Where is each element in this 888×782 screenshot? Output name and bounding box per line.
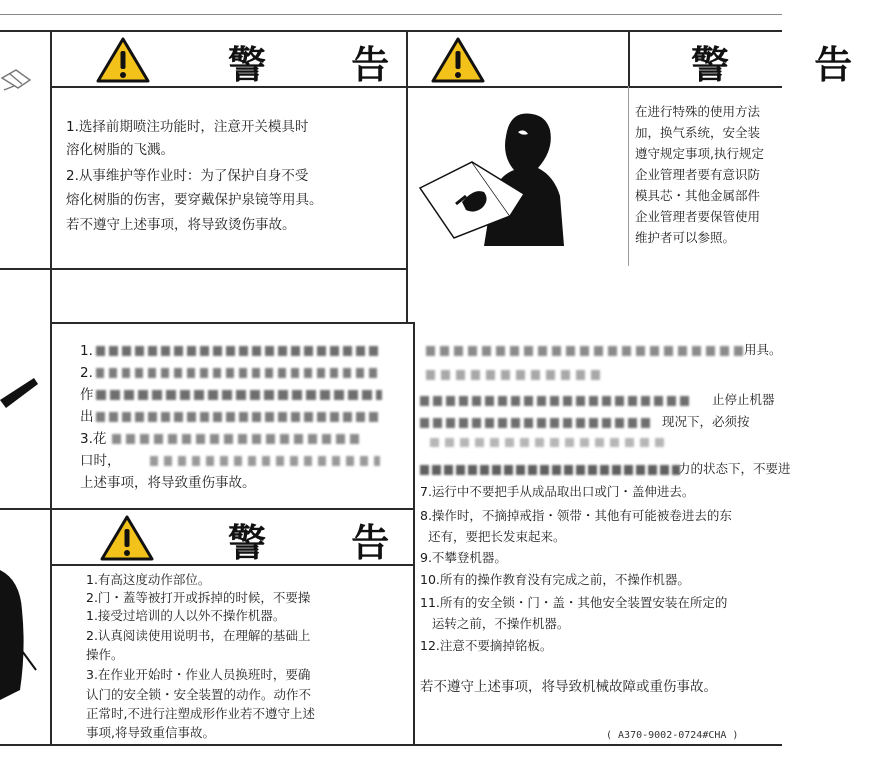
panel-title: 警 告 [691, 43, 888, 87]
panel-title: 警 告 [228, 521, 426, 565]
text-line: 力的状态下，不要进 [678, 461, 791, 476]
text-line: 出 [80, 409, 94, 425]
obscured-text [96, 368, 382, 378]
obscured-text [430, 438, 670, 447]
text-line: 认门的安全锁・安全装置的动作。动作不 [86, 687, 312, 702]
text-line: 3.花 [80, 431, 107, 447]
divider-v-left [50, 30, 52, 746]
text-line: 用具。 [744, 342, 782, 357]
warning-triangle-icon [100, 514, 154, 562]
text-line: 7.运行中不要把手从成品取出口或门・盖伸进去。 [420, 484, 695, 499]
text-line: 操作。 [86, 647, 124, 662]
text-line: 止停止机器 [712, 392, 775, 407]
text-line: 溶化树脂的飞溅。 [66, 142, 174, 158]
obscured-text [426, 370, 606, 380]
obscured-text [96, 346, 382, 356]
text-line: 遵守规定事项,执行规定 [635, 146, 764, 161]
divider-h-1 [0, 268, 406, 270]
divider-h-2 [50, 322, 414, 324]
pictogram-icon [0, 360, 48, 430]
divider-v-img-right [628, 86, 629, 266]
text-line: 2.从事维护等作业时：为了保护自身不受 [66, 168, 309, 184]
text-line: 上述事项，将导致重伤事故。 [80, 475, 256, 491]
pictogram-icon [0, 50, 48, 120]
pictogram-icon [0, 540, 48, 740]
panel-title: 警 告 [228, 43, 426, 87]
text-line: 8.操作时，不摘掉戒指・领带・其他有可能被卷进去的东 [420, 508, 732, 523]
obscured-text [96, 390, 382, 400]
frame-bottom [0, 744, 782, 746]
text-line: 3.在作业开始时・作业人员换班时，要确 [86, 667, 311, 682]
text-line: 1.选择前期喷注功能时，注意开关模具时 [66, 119, 309, 135]
frame-top-rule [0, 14, 782, 15]
text-line: 企业管理者要保管使用 [635, 209, 761, 224]
obscured-text [420, 418, 650, 428]
obscured-text [420, 465, 680, 475]
text-line: 正常时,不进行注塑成形作业若不遵守上述 [86, 706, 315, 721]
text-line: 11.所有的安全锁・门・盖・其他安全装置安装在所定的 [420, 595, 728, 610]
text-line: 10.所有的操作教育没有完成之前，不操作机器。 [420, 572, 690, 587]
obscured-text [96, 412, 382, 422]
obscured-text [150, 456, 380, 466]
text-line: 1.有高这度动作部位。 [86, 572, 211, 587]
warning-header-top-left [50, 32, 426, 87]
text-line: 模具芯・其他金属部件 [635, 188, 761, 203]
text-line: 作 [80, 387, 94, 403]
part-code: ( A370-9002-0724#CHA ) [606, 730, 739, 741]
text-line: 在进行特殊的使用方法 [635, 104, 761, 119]
text-line: 1.接受过培训的人以外不操作机器。 [86, 608, 286, 623]
text-line: 2.门・蓋等被打开或拆掉的时候，不要操 [86, 590, 311, 605]
warning-triangle-icon [431, 36, 485, 84]
text-line: 9.不攀登机器。 [420, 550, 507, 565]
text-line: 现况下，必须按 [662, 414, 750, 429]
top-right-text [630, 96, 782, 266]
text-line: 2. [80, 365, 93, 381]
text-line: 运转之前，不操作机器。 [420, 616, 570, 631]
obscured-text [112, 434, 362, 444]
text-line: 事项,将导致重信事故。 [86, 725, 215, 740]
obscured-text [426, 346, 746, 356]
text-line: 12.注意不要摘掉铭板。 [420, 638, 553, 653]
text-line: 2.认真阅读使用说明书，在理解的基础上 [86, 628, 311, 643]
text-line: 若不遵守上述事项，将导致烫伤事故。 [66, 217, 296, 233]
obscured-text [420, 396, 690, 406]
text-line: 熔化树脂的伤害，要穿戴保护泉镜等用具。 [66, 192, 323, 208]
text-line: 口时， [80, 453, 121, 469]
footer-text: 若不遵守上述事项，将导致机械故障或重伤事故。 [420, 679, 717, 695]
text-line: 维护者可以参照。 [635, 230, 736, 245]
reading-person-icon [414, 96, 626, 266]
warning-triangle-icon [96, 36, 150, 84]
text-line: 还有，要把长发束起来。 [420, 529, 566, 544]
warning-header-top-right [407, 32, 888, 87]
text-line: 加，换气系统，安全装 [635, 125, 761, 140]
warning-header-bottom-left [50, 510, 426, 565]
text-line: 1. [80, 343, 93, 359]
text-line: 企业管理者要有意识防 [635, 167, 761, 182]
